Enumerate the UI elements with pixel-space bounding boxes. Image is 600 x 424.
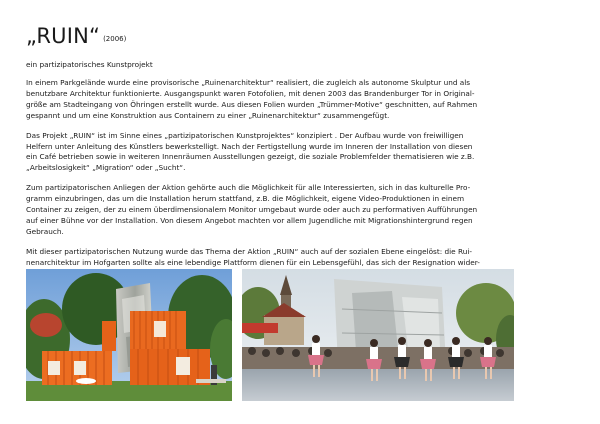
text-line: Das Projekt „RUIN“ ist im Sinne eines „partizipatorischen Kunstprojektes“ konzipiert . Der Aufbau wurde von freiwilligen	[26, 130, 464, 140]
text-line: auf einer Bühne vor der Installation. Von diesem Angebot machten vor allem Jugendliche mit Migrationshintergrund regen	[26, 215, 473, 225]
text-line: Helfern unter Anleitung des Künstlers bewerkstelligt. Nach der Fertigstellung wurde im Inneren der Installation von diesen	[26, 141, 473, 151]
paragraph-1	[26, 78, 521, 122]
paragraph-3	[26, 183, 521, 238]
photo-row	[26, 269, 514, 401]
paragraph-2	[26, 131, 521, 175]
text-line: Mit dieser partizipatorischen Nutzung wurde das Thema der Aktion „RUIN“ auch auf der sozialen Ebene eingelöst: die Rui-	[26, 246, 472, 256]
text-line: ein Café betrieben sowie in weiteren Innenräumen Ausstellungen gezeigt, die soziale Problemfelder thematisieren wie z.B.	[26, 152, 475, 162]
text-line: Zum partizipatorischen Anliegen der Aktion gehörte auch die Möglichkeit für alle Interessierten, sich in das kulturelle Pro-	[26, 183, 471, 193]
text-line: „Arbeitslosigkeit“ „Migration“ oder „Sucht“.	[26, 163, 186, 173]
stage-performance-photo	[242, 269, 514, 401]
ruin-container-architecture-photo	[26, 269, 232, 401]
text-line: gespannt und um eine Konstruktion aus Containern zu einer „Ruinenarchitektur“ zusammengefügt.	[26, 110, 390, 120]
text-line: In einem Parkgelände wurde eine provisorische „Ruinenarchitektur“ realisiert, die zugleich als autonome Skulptur und als	[26, 78, 471, 87]
text-line: nenarchitektur im Hofgarten sollte als eine lebendige Plattform dienen für ein Lebensgefühl, das sich der Resignation wider-	[26, 257, 480, 267]
page-title: „RUIN“	[26, 24, 101, 48]
text-line: Container zu zeigen, der zu einem überdimensionalem Monitor umgebaut wurde oder auch zu performativen Aufführungen	[26, 205, 478, 215]
year-label: (2006)	[103, 35, 127, 43]
text-line: Gebrauch.	[26, 226, 64, 236]
article	[26, 26, 526, 280]
text-line: benutzbare Architektur funktionierte. Ausgangspunkt waren Fotofolien, mit denen 2003 das Brandenburger Tor in Original-	[26, 88, 475, 98]
subtitle: ein partizipatorisches Kunstprojekt	[26, 60, 153, 69]
title-row	[26, 26, 526, 47]
text-line: größe am Stadteingang von Öhringen erstellt wurde. Aus diesen Folien wurden „Trümmer-Motive“ geschnitten, auf Rahmen	[26, 99, 478, 109]
text-line: gramm einzubringen, das um die Installation herum stattfand, z.B. die Möglichkeit, eigene Video-Produktionen in einem	[26, 194, 465, 204]
